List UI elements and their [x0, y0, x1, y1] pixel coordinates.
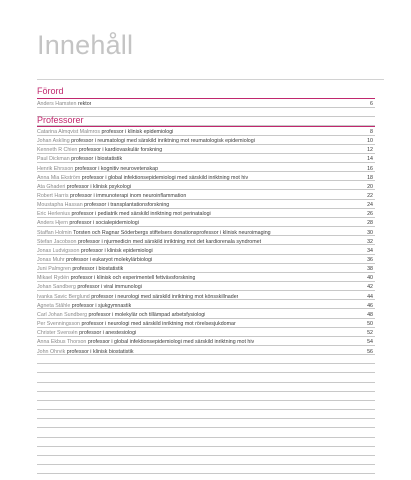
toc-entry-name: Mikael Rydén — [37, 275, 70, 282]
toc-entry-page-number: 12 — [367, 147, 373, 154]
toc-entry-title: professor i neurologi med särskild inriktning mot rörelsesjukdomar — [81, 321, 236, 328]
toc-entry-title: professor i njurmedicin med särskild inriktning mot det kardiorenala syndromet — [77, 238, 262, 245]
toc-entry[interactable] — [37, 173, 373, 182]
toc-entry-label — [37, 349, 134, 355]
toc-entry-title: professor i global infektionsepidemiologi med särskild inriktning mot hiv — [81, 174, 249, 181]
toc-entry-name: Anders Hjern — [37, 220, 68, 227]
toc-entry-label — [37, 101, 91, 107]
toc-entry-title: professor i klinisk epidemiologi — [101, 128, 174, 135]
toc-entry-title: professor i kardiovaskulär forskning — [78, 147, 163, 154]
toc-entry-page-number: 36 — [367, 257, 373, 264]
toc-entry-label — [37, 266, 123, 272]
toc-entry-page-number: 32 — [367, 238, 373, 245]
toc-entry[interactable] — [37, 99, 373, 108]
toc-entry[interactable] — [37, 337, 373, 346]
toc-entry-label — [37, 230, 271, 236]
toc-entry[interactable] — [37, 264, 373, 273]
ruled-line — [37, 438, 375, 447]
toc-entry-label — [37, 275, 195, 281]
toc-entry[interactable] — [37, 346, 373, 355]
toc-entry-name: Jonas Ludvigsson — [37, 247, 80, 254]
toc-entry-label — [37, 239, 261, 245]
toc-entry[interactable] — [37, 182, 373, 191]
toc-entry-name: Eric Herlenius — [37, 211, 70, 218]
toc-entry-page-number: 14 — [367, 156, 373, 163]
toc-entry-name: Stefan Jacobson — [37, 238, 77, 245]
toc-entry-name: Ivanka Savic Berglund — [37, 293, 90, 300]
toc-entry-label — [37, 303, 131, 309]
toc-entry[interactable] — [37, 292, 373, 301]
ruled-line — [37, 428, 375, 437]
toc-entry-name: Johan Askling — [37, 138, 70, 145]
toc-entry[interactable] — [37, 319, 373, 328]
toc-entry-page-number: 52 — [367, 330, 373, 337]
section-heading-forord: Förord — [37, 86, 64, 96]
toc-entry[interactable] — [37, 227, 373, 236]
ruled-line — [37, 419, 375, 428]
toc-entry-name: Robert Harris — [37, 192, 69, 199]
toc-entry-label — [37, 248, 153, 254]
toc-entry-label — [37, 257, 152, 263]
toc-entry[interactable] — [37, 200, 373, 209]
toc-entry[interactable] — [37, 163, 373, 172]
ruled-line — [37, 401, 375, 410]
ruled-line — [37, 456, 375, 465]
toc-entry-name: Christer Svensén — [37, 330, 78, 337]
toc-entry[interactable] — [37, 246, 373, 255]
ruled-line — [37, 364, 375, 373]
toc-entry-name: Jonas Muhr — [37, 257, 65, 264]
toc-entry-name: Staffan Holmin — [37, 229, 72, 236]
toc-entry-title: professor i molekylär och tillämpad arbetsfysiologi — [88, 311, 206, 318]
toc-entry-page-number: 24 — [367, 202, 373, 209]
ruled-line — [37, 465, 375, 474]
toc-entry-label — [37, 147, 162, 153]
toc-entry-name: Kenneth R Chien — [37, 147, 78, 154]
toc-entry-title: professor i reumatologi med särskild inriktning mot reumatologisk epidemiologi — [71, 138, 255, 145]
toc-entry-name: Johan Sandberg — [37, 284, 76, 291]
toc-entry-name: John Öhrvik — [37, 348, 66, 355]
toc-entry-name: Anders Hamsten — [37, 101, 77, 108]
toc-entry-name: Per Svenningsson — [37, 321, 80, 328]
toc-entry-name: Carl Johan Sundberg — [37, 311, 88, 318]
toc-entry-page-number: 44 — [367, 293, 373, 300]
toc-entry[interactable] — [37, 255, 373, 264]
toc-entry[interactable] — [37, 237, 373, 246]
toc-entry-title: Torsten och Ragnar Söderbergs stiftelsers donationsprofessor i klinisk neuroimaging — [73, 229, 271, 236]
section-heading-professorer: Professorer — [37, 114, 84, 125]
toc-entry-name: Ata Ghaderi — [37, 183, 66, 190]
title-rule — [37, 79, 384, 80]
toc-entry-title: professor i global infektionsepidemiologi med särskild inriktning mot hiv — [87, 339, 255, 346]
toc-entry[interactable] — [37, 218, 373, 227]
toc-entry-page-number: 38 — [367, 266, 373, 273]
toc-entry-page-number: 42 — [367, 284, 373, 291]
toc-entry[interactable] — [37, 136, 373, 145]
toc-entry-page-number: 40 — [367, 275, 373, 282]
toc-entry-title: professor i kognitiv neurovetenskap — [74, 165, 159, 172]
toc-entry-page-number: 54 — [367, 339, 373, 346]
toc-entry-label — [37, 220, 139, 226]
toc-entry[interactable] — [37, 191, 373, 200]
ruled-line — [37, 374, 375, 383]
toc-entry-page-number: 26 — [367, 211, 373, 218]
toc-entry[interactable] — [37, 310, 373, 319]
toc-entry-name: Henrik Ehrsson — [37, 165, 74, 172]
toc-entry-title: professor i eukaryot molekylärbiologi — [66, 257, 153, 264]
toc-entry[interactable] — [37, 328, 373, 337]
toc-entry-title: professor i biostatistik — [72, 266, 124, 273]
toc-entry-page-number: 22 — [367, 192, 373, 199]
toc-entry-label — [37, 166, 158, 172]
toc-entry-page-number: 18 — [367, 174, 373, 181]
toc-entry-name: Agneta Ståhle — [37, 302, 71, 309]
toc-entry-label — [37, 321, 236, 327]
toc-entry-label — [37, 294, 238, 300]
toc-entry-label — [37, 211, 211, 217]
toc-entry[interactable] — [37, 301, 373, 310]
toc-entry-title: professor i klinisk epidemiologi — [80, 247, 153, 254]
toc-entry-page-number: 8 — [370, 128, 373, 135]
toc-entry-title: professor i viral immunologi — [77, 284, 142, 291]
toc-entry-title: professor i klinisk och experimentell fettvävsforskning — [70, 275, 196, 282]
toc-entry-page-number: 56 — [367, 348, 373, 355]
toc-entry[interactable] — [37, 145, 373, 154]
toc-entry[interactable] — [37, 154, 373, 163]
toc-entry-page-number: 50 — [367, 321, 373, 328]
toc-entry-label — [37, 184, 131, 190]
toc-entry-page-number: 34 — [367, 247, 373, 254]
toc-entry-title: professor i immunoterapi inom neuroinflammation — [69, 192, 187, 199]
toc-entry-label — [37, 330, 136, 336]
toc-entry-name: Anna Mia Ekström — [37, 174, 81, 181]
toc-entry-page-number: 28 — [367, 220, 373, 227]
toc-entry-page-number: 10 — [367, 138, 373, 145]
toc-entry-title: professor i neurologi med särskild inriktning mot könsskillnader — [91, 293, 239, 300]
toc-entry-title: professor i klinisk biostatistik — [66, 348, 134, 355]
toc-entry-title: professor i sjukgymnastik — [71, 302, 132, 309]
toc-entry-page-number: 30 — [367, 229, 373, 236]
toc-entry-name: Juni Palmgren — [37, 266, 71, 273]
toc-entry-page-number: 48 — [367, 311, 373, 318]
toc-entry-title: rektor — [77, 101, 92, 108]
toc-entry-title: professor i transplantationsforskning — [84, 202, 170, 209]
ruled-line — [37, 447, 375, 456]
toc-entry-label — [37, 339, 254, 345]
toc-entry-page-number: 46 — [367, 302, 373, 309]
toc-entry[interactable] — [37, 273, 373, 282]
toc-entry-name: Moustapha Hassan — [37, 202, 83, 209]
toc-entry-name: Catarina Almqvist Malmros — [37, 128, 100, 135]
toc-entry-title: professor i biostatistik — [71, 156, 123, 163]
toc-entry-page-number: 16 — [367, 165, 373, 172]
toc-entry-label — [37, 193, 186, 199]
toc-entry-title: professor i pediatrik med särskild inriktning mot perinatalogi — [71, 211, 211, 218]
ruled-line — [37, 108, 375, 117]
toc-entry-title: professor i klinisk psykologi — [66, 183, 131, 190]
ruled-line — [37, 410, 375, 419]
ruled-line — [37, 355, 375, 364]
toc-entry-page-number: 20 — [367, 183, 373, 190]
toc-entry-label — [37, 156, 122, 162]
toc-entry-label — [37, 284, 142, 290]
toc-entry-title: professor i anestesiologi — [79, 330, 137, 337]
toc-entry-label — [37, 202, 169, 208]
toc-entry-label — [37, 175, 248, 181]
toc-entry-label — [37, 312, 205, 318]
toc-entry-page-number: 6 — [370, 101, 373, 108]
toc-entry[interactable] — [37, 282, 373, 291]
toc-entry-label — [37, 138, 255, 144]
ruled-line — [37, 392, 375, 401]
toc-entry[interactable] — [37, 127, 373, 136]
toc-entry[interactable] — [37, 209, 373, 218]
toc-entry-name: Paul Dickman — [37, 156, 70, 163]
toc-entry-title: professor i socialepidemiologi — [69, 220, 139, 227]
ruled-line — [37, 383, 375, 392]
toc-entry-name: Anna Ekbus Thorson — [37, 339, 87, 346]
page-title: Innehåll — [37, 30, 134, 60]
toc-entry-label — [37, 129, 173, 135]
